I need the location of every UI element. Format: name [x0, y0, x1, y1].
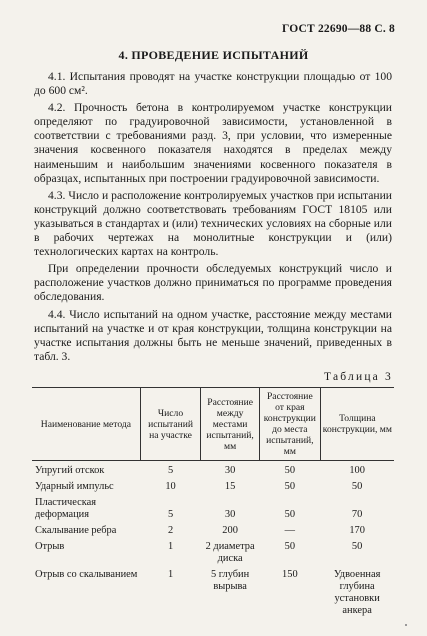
cell-thickness: 170 — [349, 525, 365, 536]
cell-edge-distance: 50 — [284, 541, 296, 552]
cell-thickness: 100 — [349, 465, 365, 476]
header-thickness: Толщина конструкции, мм — [320, 388, 394, 461]
cell-test-count: 1 — [167, 569, 174, 580]
cell-edge-distance: 150 — [282, 569, 298, 580]
cell-spacing: 5 глубин вырыва — [211, 569, 250, 592]
table-row — [32, 477, 394, 493]
cell-edge-distance: 50 — [284, 481, 296, 492]
paragraph-survey: При определении прочности обследуемых конструкций число и расположение участков должно приниматься по программе проведения обследования. — [34, 262, 392, 304]
cell-spacing: 30 — [224, 509, 236, 520]
paragraph-4-2: 4.2. Прочность бетона в контролируемом участке конструкции определяют по градуировочной зависимости, установленной в соответствии с требованиями разд. 3, при условии, что измеренные значения косвенного показателя находятся в пределах между наименьшим и наибольшим значениями косвенного показателя в образцах, испытанных при построении градуировочной зависимости. — [34, 101, 392, 185]
cell-test-count: 10 — [165, 481, 176, 492]
table-header-row — [32, 388, 394, 461]
page-header: ГОСТ 22690—88 С. 8 — [282, 23, 395, 35]
table-row — [32, 461, 394, 478]
cell-spacing: 200 — [222, 525, 238, 536]
table-row — [32, 565, 394, 617]
cell-test-count: 2 — [167, 525, 174, 536]
paragraph-4-3: 4.3. Число и расположение контролируемых участков при испытании конструкций должно соответствовать требованиям ГОСТ 18105 или указываться в стандартах и (или) технических условиях на сборные или в рабочих чертежах на монолитные конструкции и (или) технологических картах на контроль. — [34, 188, 392, 259]
cell-thickness: 50 — [351, 541, 363, 552]
table-row — [32, 493, 394, 521]
cell-method: Пластическая деформация — [35, 497, 97, 520]
table-row — [32, 537, 394, 565]
cell-method: Отрыв — [35, 541, 65, 552]
scan-mark — [405, 624, 407, 626]
paragraph-4-1: 4.1. Испытания проводят на участке конструкции площадью от 100 до 600 см². — [34, 70, 392, 98]
cell-spacing: 2 диаметра диска — [205, 541, 255, 564]
cell-method: Отрыв со скалыванием — [35, 569, 138, 580]
cell-method: Упругий отскок — [35, 465, 105, 476]
header-spacing: Расстояние между местами испытаний, мм — [201, 388, 260, 461]
test-parameters-table — [32, 387, 394, 617]
cell-edge-distance: 50 — [284, 509, 296, 520]
cell-method: Ударный импульс — [35, 481, 114, 492]
paragraph-4-4: 4.4. Число испытаний на одном участке, расстояние между местами испытаний на участке и от края конструкции, толщина конструкции на участке испытания должны быть не меньше значений, приведенных в табл. 3. — [34, 307, 392, 363]
cell-spacing: 30 — [224, 465, 236, 476]
cell-thickness: 70 — [351, 509, 363, 520]
cell-edge-distance: — — [284, 525, 296, 536]
cell-thickness: 50 — [351, 481, 363, 492]
cell-test-count: 5 — [167, 509, 174, 520]
cell-spacing: 15 — [224, 481, 236, 492]
table-caption: Таблица 3 — [324, 371, 393, 383]
header-method: Наименование метода — [40, 418, 132, 430]
header-edge-distance: Расстояние от края конструкции до места испытаний, мм — [259, 388, 320, 461]
header-test-count: Число испытаний на участке — [140, 388, 200, 461]
cell-method: Скалывание ребра — [35, 525, 117, 536]
cell-test-count: 5 — [167, 465, 174, 476]
table-row — [32, 521, 394, 537]
cell-edge-distance: 50 — [284, 465, 296, 476]
section-title: 4. ПРОВЕДЕНИЕ ИСПЫТАНИЙ — [118, 48, 309, 62]
body-text — [34, 70, 392, 367]
cell-test-count: 1 — [167, 541, 174, 552]
cell-thickness: Удвоенная глубина установки анкера — [333, 569, 381, 616]
